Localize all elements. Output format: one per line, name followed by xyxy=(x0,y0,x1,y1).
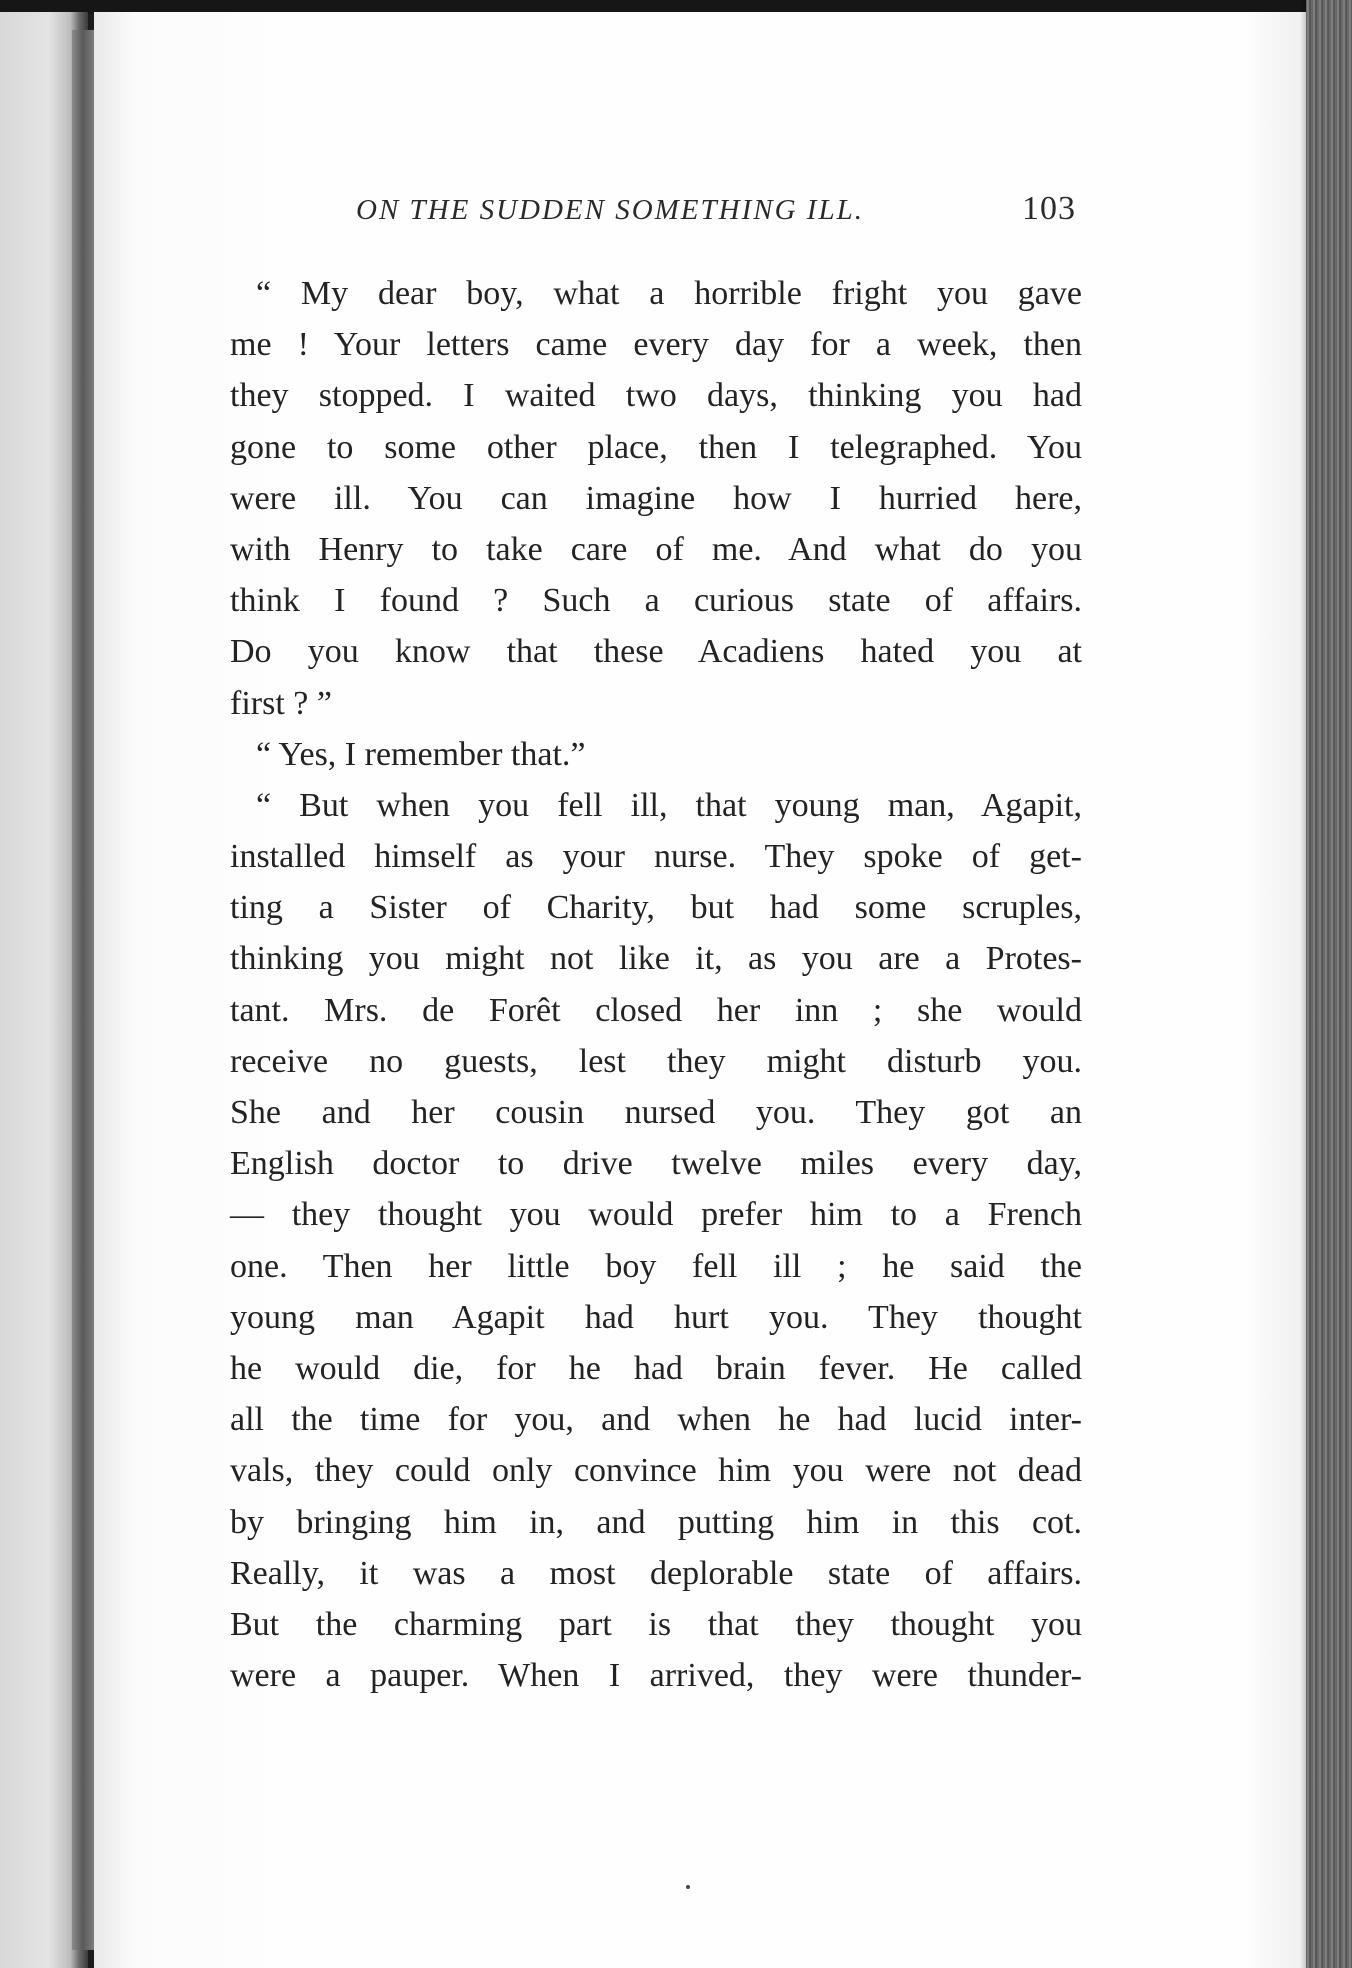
text-line: were a pauper. When I arrived, they were thunder- xyxy=(230,1657,1082,1695)
text-line: thinking you might not like it, as you are a Protes- xyxy=(230,940,1082,978)
text-line: installed himself as your nurse. They spoke of get- xyxy=(230,838,1082,876)
text-line: “ But when you fell ill, that young man, Agapit, xyxy=(256,786,1082,824)
text-line: he would die, for he had brain fever. He called xyxy=(230,1349,1082,1387)
text-line: they stopped. I waited two days, thinking you had xyxy=(230,377,1082,415)
text-line: But the charming part is that they thought you xyxy=(230,1605,1082,1643)
text-line: She and her cousin nursed you. They got an xyxy=(230,1094,1082,1131)
text-line: first ? ” xyxy=(230,684,332,722)
text-line: “ My dear boy, what a horrible fright you gave xyxy=(256,275,1082,312)
book-binding xyxy=(72,30,94,1950)
page-number: 103 xyxy=(1022,190,1076,227)
text-line: all the time for you, and when he had lucid inter- xyxy=(230,1401,1082,1439)
text-line: me ! Your letters came every day for a week, then xyxy=(230,326,1082,364)
text-line: vals, they could only convince him you were not dead xyxy=(230,1452,1082,1490)
body-text xyxy=(230,268,1082,1701)
page-speck xyxy=(686,1885,690,1889)
text-line: were ill. You can imagine how I hurried here, xyxy=(230,479,1082,517)
text-line: Do you know that these Acadiens hated you at xyxy=(230,633,1082,671)
text-line: tant. Mrs. de Forêt closed her inn ; she would xyxy=(230,991,1082,1029)
text-line: — they thought you would prefer him to a French xyxy=(230,1196,1082,1234)
page-header xyxy=(356,190,1076,234)
text-line: English doctor to drive twelve miles every day, xyxy=(230,1145,1082,1183)
text-line: gone to some other place, then I telegraphed. You xyxy=(230,428,1082,466)
text-line: young man Agapit had hurt you. They thought xyxy=(230,1298,1082,1336)
text-line: think I found ? Such a curious state of affairs. xyxy=(230,582,1082,620)
text-line: Really, it was a most deplorable state of affairs. xyxy=(230,1554,1082,1592)
text-line: with Henry to take care of me. And what do you xyxy=(230,530,1082,568)
running-title: ON THE SUDDEN SOMETHING ILL. xyxy=(356,194,864,226)
text-line: “ Yes, I remember that.” xyxy=(256,735,586,773)
text-line: one. Then her little boy fell ill ; he said the xyxy=(230,1247,1082,1285)
text-line: receive no guests, lest they might disturb you. xyxy=(230,1042,1082,1080)
book-fore-edge xyxy=(1306,0,1352,1968)
text-line: ting a Sister of Charity, but had some scruples, xyxy=(230,889,1082,927)
text-line: by bringing him in, and putting him in this cot. xyxy=(230,1503,1082,1541)
